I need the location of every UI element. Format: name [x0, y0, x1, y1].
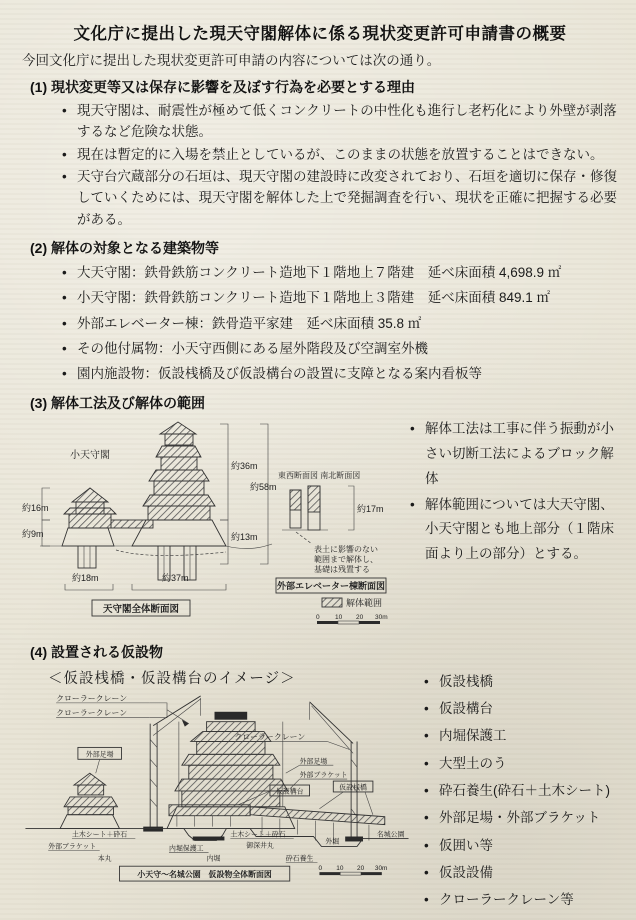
scaffold-boxed-label: 外部足場	[85, 750, 114, 758]
dim-label: 約37m	[162, 572, 189, 583]
scale-tick-label: 20	[356, 613, 364, 621]
section1-bullet-list	[62, 100, 620, 230]
list-item: • 解体範囲については大天守閣、小天守閣とも地上部分（１階床面より上の部分）とする。	[410, 493, 616, 568]
dim-label: 約17m	[357, 503, 384, 514]
scale-bar	[316, 614, 388, 624]
section4-side-list	[412, 665, 620, 917]
crane-label: クローラークレーン	[56, 693, 128, 703]
crane-labels-topleft	[56, 693, 189, 726]
sheet-gravel-label: 土木シート＋砕石	[71, 831, 128, 839]
scale-tick-label: 30m	[374, 864, 388, 872]
stage-boxed-label: 仮設構台	[275, 788, 304, 796]
list-item: • 砕石養生(砕石＋土木シート)	[424, 780, 616, 801]
dim-label: 約36m	[231, 460, 258, 471]
overall-caption-box	[119, 866, 289, 881]
list-item: • 仮設構台	[424, 698, 616, 719]
crane-label: クローラークレーン	[56, 708, 128, 718]
scale-tick-label: 0	[316, 613, 320, 621]
inner-moat-label: 内堀	[206, 854, 221, 862]
demolition-section-diagram	[20, 416, 398, 634]
caption-label: 小天守～名城公園 仮設物全体断面図	[137, 869, 272, 879]
list-item: • 外部エレベーター棟：鉄骨造平家建 延べ床面積 35.8 ㎡	[62, 313, 620, 334]
list-item: • クローラークレーン等	[424, 889, 616, 910]
bracket-label: 外部ブラケット	[48, 842, 97, 850]
list-item: • 内堀保護工	[424, 725, 616, 746]
scaffold-label: 外部足場	[299, 757, 328, 765]
document-title: 文化庁に提出した現天守閣解体に係る現状変更許可申請書の概要	[73, 25, 567, 43]
section3-heading: (3) 解体工法及び解体の範囲	[30, 394, 205, 411]
dim-label: 約58m	[250, 481, 277, 492]
caption-label: 天守閣全体断面図	[102, 603, 180, 615]
section3-side-notes	[398, 416, 620, 569]
section-view-labels: 東西断面図 南北断面図	[278, 470, 361, 480]
list-item: • その他付属物：小天守西側にある屋外階段及び空調室外機	[62, 338, 620, 359]
list-item: • 天守台穴蔵部分の石垣は、現天守閣の建設時に改変されており、石垣を適切に保存・修復していくためには、現天守閣を解体した上で発掘調査を行い、現状を正確に把握する必要がある。	[62, 166, 620, 230]
honmaru-label: 本丸	[97, 854, 112, 862]
meijo-park-label: 名城公園	[376, 831, 405, 839]
dim-label: 約13m	[231, 531, 258, 542]
dim-label: 約16m	[22, 502, 49, 513]
list-item: • 仮設桟橋	[424, 671, 616, 692]
width-dimension-lines	[65, 572, 226, 590]
scale-bar	[318, 865, 387, 875]
section2-bullet-list	[62, 262, 620, 385]
bridge-boxed-label: 仮設桟橋	[339, 784, 367, 792]
list-item: • 大型土のう	[424, 753, 616, 774]
bracket-label: 外部ブラケット	[299, 771, 348, 779]
section4-subheading: ＜仮設桟橋・仮設構台のイメージ＞	[48, 670, 296, 687]
list-item: • 現在は暫定的に入場を禁止としているが、このままの状態を放置することはできない。	[62, 144, 620, 165]
dim-label: 約18m	[72, 572, 99, 583]
list-item: • 大天守閣：鉄骨鉄筋コンクリート造地下１階地上７階建 延べ床面積 4,698.9 ㎡	[62, 262, 620, 283]
right-dimension-brackets	[220, 424, 277, 564]
left-dimension-brackets	[22, 488, 50, 546]
section4-heading: (4) 設置される仮設物	[30, 643, 163, 660]
note-line: 表土に影響のない	[314, 544, 378, 554]
small-keep-drawing	[60, 747, 121, 828]
list-item: • 仮囲い等	[424, 835, 616, 856]
fukaimaru-label: 御深井丸	[246, 842, 274, 850]
sheet-gravel-label: 土木シート＋砕石	[230, 831, 286, 839]
temporary-works-drawing	[20, 690, 412, 886]
note-line: 基礎は残置する	[314, 564, 370, 574]
temporary-works-diagram	[20, 665, 412, 886]
small-keep-label: 小天守閣	[70, 449, 110, 461]
intro-text: 今回文化庁に提出した現状変更許可申請の内容については次の通り。	[22, 53, 441, 68]
caption-label: 外部エレベーター棟断面図	[276, 580, 386, 591]
legend-label: 解体範囲	[346, 597, 383, 608]
connecting-corridor-drawing	[111, 520, 153, 528]
list-item: • 園内施設物：仮設桟橋及び仮設構台の設置に支障となる案内看板等	[62, 363, 620, 384]
moat-protection-label: 内堀保護工	[168, 844, 204, 852]
list-item: • 小天守閣：鉄骨鉄筋コンクリート造地下１階地上３階建 延べ床面積 849.1 ㎡	[62, 287, 620, 308]
main-caption-box	[92, 600, 190, 616]
section2-heading: (2) 解体の対象となる建築物等	[30, 239, 219, 256]
note-line: 範囲まで解体し、	[314, 554, 378, 564]
scale-tick-label: 10	[335, 613, 343, 621]
scale-tick-label: 20	[357, 864, 365, 872]
list-item: • 仮設設備	[424, 862, 616, 883]
scale-tick-label: 30m	[375, 613, 388, 621]
scale-tick-label: 10	[336, 864, 344, 872]
list-item: • 現天守閣は、耐震性が極めて低くコンクリートの中性化も進行し老朽化により外壁が剥落するなど危険な状態。	[62, 100, 620, 143]
castle-cross-section-drawing	[20, 416, 398, 634]
section1-heading: (1) 現状変更等又は保存に影響を及ぼす行為を必要とする理由	[30, 79, 415, 95]
list-item: • 外部足場・外部ブラケット	[424, 807, 616, 828]
dim-label: 約9m	[22, 528, 44, 539]
demolition-range-legend	[322, 597, 382, 608]
crane-label: クローラークレーン	[234, 732, 306, 742]
list-item: • 解体工法は工事に伴う振動が小さい切断工法によるブロック解体	[410, 417, 616, 492]
gravel-curing-label: 砕石養生	[285, 854, 314, 862]
elevator-section-drawing	[276, 470, 386, 593]
scale-tick-label: 0	[318, 864, 323, 872]
outer-moat-label: 外堀	[325, 838, 340, 846]
small-keep-drawing	[62, 448, 116, 568]
